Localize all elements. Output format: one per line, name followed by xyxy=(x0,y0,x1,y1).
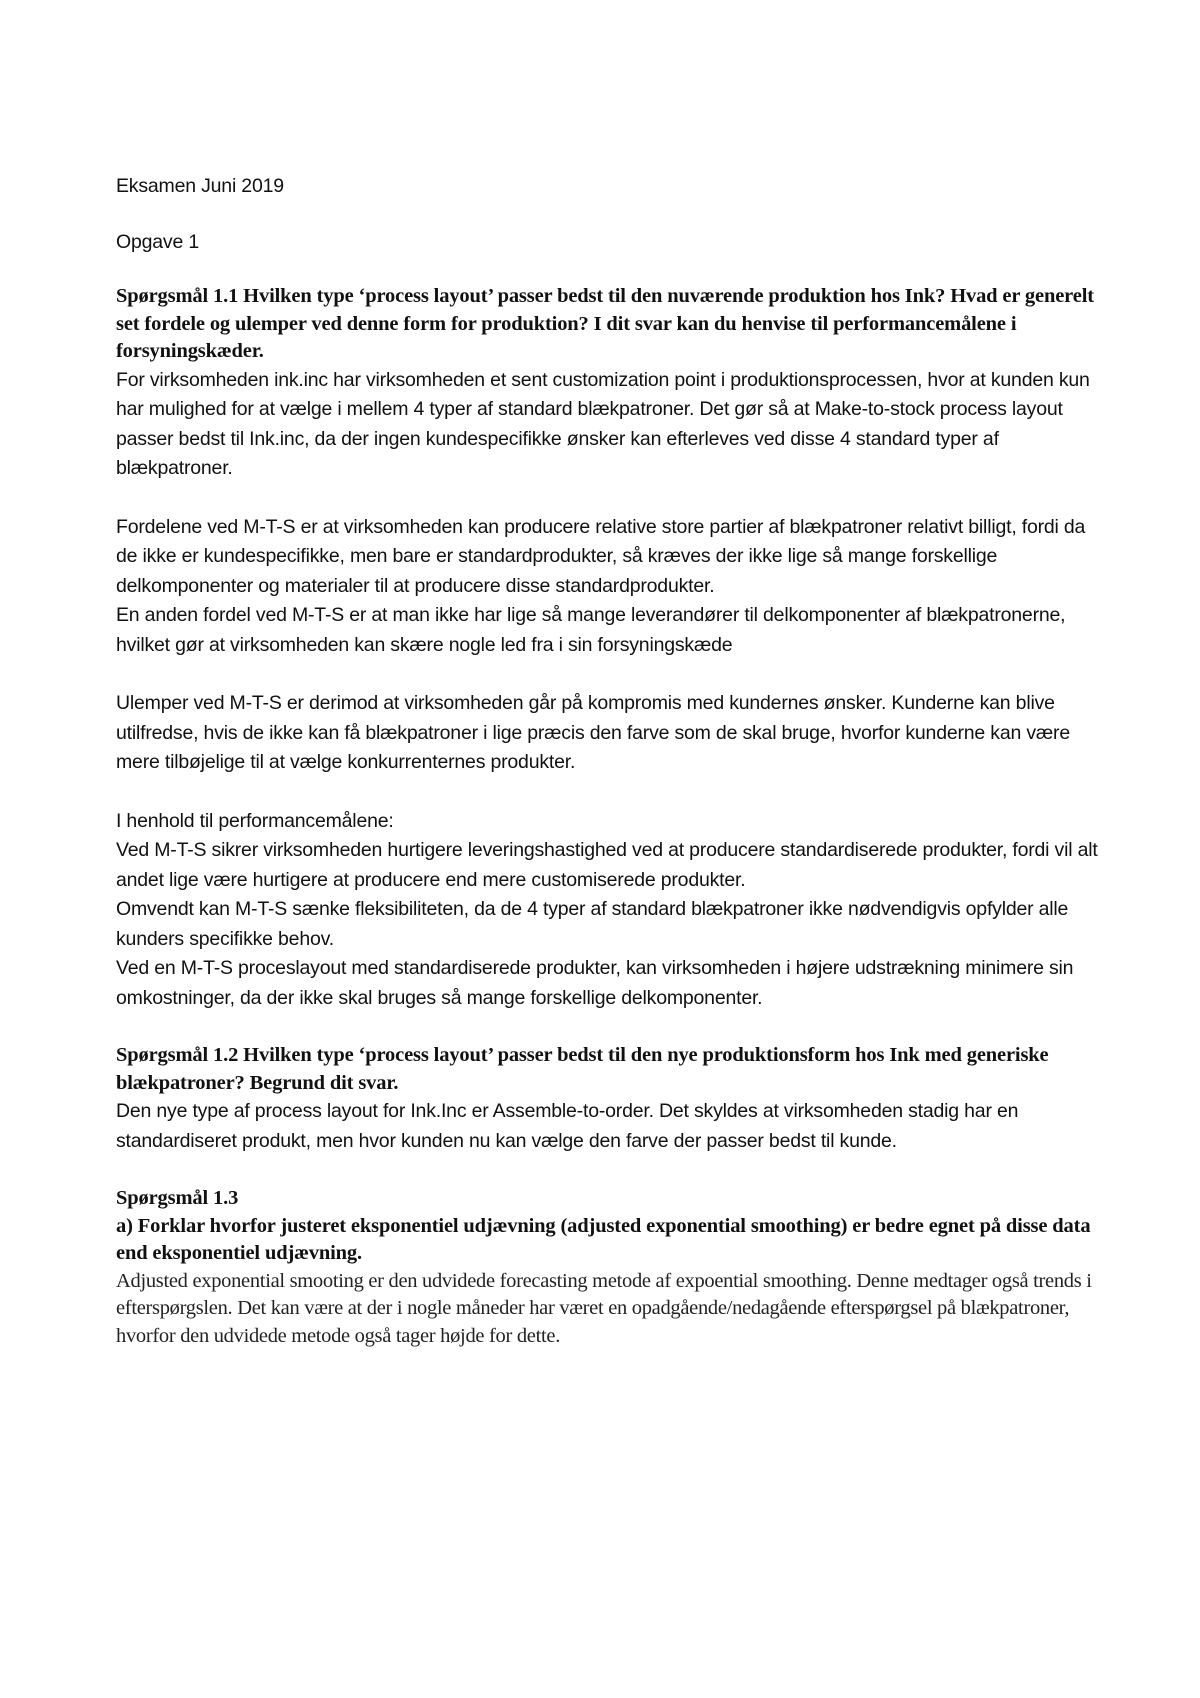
document-body xyxy=(116,172,1101,1350)
section-heading: Opgave 1 xyxy=(116,230,199,253)
answer-1-1-advantages: Fordelene ved M-T-S er at virksomheden kan producere relative store partier af blækpatroner relativt billigt, fordi da de ikke er kundespecifikke, men bare er standardprodukter, så kræves der ikke lige så mange forskellige delkomponenter og materialer til at producere disse standardprodukter. xyxy=(116,515,1086,597)
document-title: Eksamen Juni 2019 xyxy=(116,175,284,197)
performance-flexibility: Omvendt kan M-T-S sænke fleksibiliteten, da de 4 typer af standard blækpatroner ikke nødvendigvis opfylder alle kunders specifikke behov. xyxy=(116,898,1069,950)
question-1-2: Spørgsmål 1.2 Hvilken type ‘process layout’ passer bedst til den nye produktionsform hos Ink med generiske blækpatroner? Begrund dit svar. xyxy=(116,1044,1049,1094)
question-1-3-a: a) Forklar hvorfor justeret eksponentiel udjævning (adjusted exponential smoothing) er bedre egnet på disse data end eksponentiel udjævning. xyxy=(116,1214,1091,1264)
answer-1-1-advantages-2: En anden fordel ved M-T-S er at man ikke har lige så mange leverandører til delkomponenter af blækpatronerne, hvilket gør at virksomheden kan skære nogle led fra i sin forsyningskæde xyxy=(116,604,1066,656)
answer-1-2: Den nye type af process layout for Ink.Inc er Assemble-to-order. Det skyldes at virksomheden stadig har en standardiseret produkt, men hvor kunden nu kan vælge den farve der passer bedst til kunde. xyxy=(116,1100,1019,1152)
answer-1-3-a: Adjusted exponential smooting er den udvidede forecasting metode af expoential smoothing. Denne medtager også trends i efterspørgslen. Det kan være at der i nogle måneder har været en opadgående/nedagående efterspørgsel på blækpatroner, hvorfor den udvidede metode også tager højde for dette. xyxy=(116,1269,1092,1347)
answer-1-1-intro: For virksomheden ink.inc har virksomheden et sent customization point i produktionsprocessen, hvor at kunden kun har mulighed for at vælge i mellem 4 typer af standard blækpatroner. Det gør så at Make-to-stock process layout passer bedst til Ink.inc, da der ingen kundespecifikke ønsker kan efterleves ved disse 4 standard typer af blækpatroner. xyxy=(116,368,1090,479)
performance-speed: Ved M-T-S sikrer virksomheden hurtigere leveringshastighed ved at producere standardiserede produkter, fordi vil alt andet lige være hurtigere at producere end mere customiserede produkter. xyxy=(116,839,1098,891)
performance-heading: I henhold til performancemålene: xyxy=(116,809,394,832)
question-1-1: Spørgsmål 1.1 Hvilken type ‘process layout’ passer bedst til den nuværende produktion hos Ink? Hvad er generelt set fordele og ulemper ved denne form for produktion? I dit svar kan du henvise til performancemålene i forsyningskæder. xyxy=(116,285,1094,362)
performance-cost: Ved en M-T-S proceslayout med standardiserede produkter, kan virksomheden i højere udstrækning minimere sin omkostninger, da der ikke skal bruges så mange forskellige delkomponenter. xyxy=(116,957,1074,1009)
answer-1-1-disadvantages: Ulemper ved M-T-S er derimod at virksomheden går på kompromis med kundernes ønsker. Kunderne kan blive utilfredse, hvis de ikke kan få blækpatroner i lige præcis den farve som de skal bruge, hvorfor kunderne kan være mere tilbøjelige til at vælge konkurrenternes produkter. xyxy=(116,692,1070,773)
question-1-3-heading: Spørgsmål 1.3 xyxy=(116,1187,239,1209)
